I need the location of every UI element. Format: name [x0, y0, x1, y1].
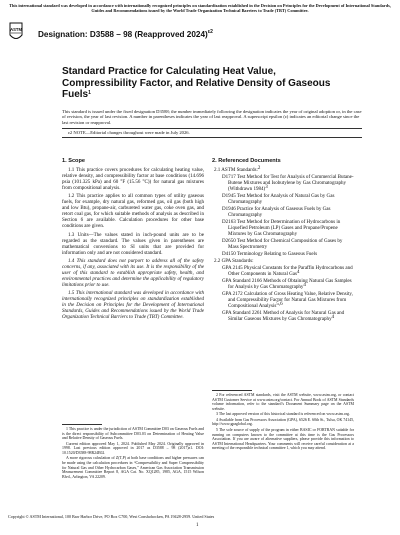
designation-label: Designation: D3588 – 98 (Reapproved 2024) [38, 30, 208, 39]
footnote-3: 3 The last approved version of this historical standard is referenced on www.astm.org. [216, 412, 350, 417]
section-scope-heading: 1. Scope [62, 158, 86, 164]
gpa-standards-heading: 2.2 GPA Standards: [214, 258, 254, 265]
reference-item [222, 219, 354, 237]
astm-logo [8, 21, 24, 44]
title-footnote-ref: 1 [88, 90, 91, 97]
designation-epsilon: ε2 [207, 29, 213, 35]
reference-code-link[interactable]: D2163 [222, 219, 236, 226]
svg-text:ASTM: ASTM [10, 27, 22, 32]
reference-title: Test Method for Determination of Hydrocarbons in Liquefied Petroleum (LP) Gases and Propane/Propene Mixtures by Gas Chromatography [228, 219, 341, 238]
reference-item [222, 193, 354, 205]
astm-standards-heading [214, 167, 354, 173]
reference-title: Methods of Obtaining Natural Gas Samples for Analysis by Gas Chromatography [228, 278, 352, 291]
page-number: 1 [196, 523, 199, 528]
reference-title: Method of Analysis for Natural Gas and Similar Gaseous Mixtures by Gas Chromatography [228, 310, 345, 323]
para-1-4: 1.4 This standard does not purport to address all of the safety concerns, if any, associated with its use. It is the responsibility of the user of this standard to establish appropriate safety, health, and environmental practices and determine the applicability of regulatory limitations prior to use. [62, 257, 204, 288]
left-column [62, 158, 204, 322]
astm-standards-label: 2.1 ASTM Standards: [214, 167, 258, 174]
para-1-2: 1.2 This practice applies to all common types of utility gaseous fuels, for example, dry natural gas, reformed gas, oil gas (both high and low Btu), propane-air, carbureted water gas, coke oven gas, and retort coal gas, for which suitable methods of analysis as described in Section 6 are available. Calculation procedures for other base conditions are given. [62, 193, 204, 230]
reference-title: Test Method for Chemical Composition of Gases by Mass Spectrometry [228, 238, 343, 251]
reference-code-link[interactable]: GPA 2172 [222, 291, 243, 298]
issuance-text: This standard is issued under the fixed designation D3588; the number immediately following the designation indicates the year of original adoption or, in the case of revision, the year of last revision. A number in parentheses indicates the year of last reapproval. A superscript epsilon (ε) indicates an editorial change since the last revision or reapproval. [62, 109, 362, 125]
reference-item [222, 251, 354, 257]
reference-title: Terminology Relating to Gaseous Fuels [236, 251, 318, 258]
para-1-5: 1.5 This international standard was developed in accordance with internationally recognized principles on standardization established in the Decision on Principles for the Development of International Standards, Guides and Recommendations issued by the World Trade Organization Technical Barriers to Trade (TBT) Committee. [62, 290, 204, 321]
reference-code-link[interactable]: D2650 [222, 238, 236, 245]
right-column [212, 158, 354, 323]
reference-code-link[interactable]: GPA Standard 2261 [222, 310, 262, 317]
reference-item [222, 278, 354, 290]
reference-title: Calculation of Gross Heating Value, Relative Density, and Compressibility Factor for Natural Gas Mixtures from Compositional Analysis [228, 291, 353, 310]
footnote-4: 4 Available from Gas Processors Association (GPA), 6526 E. 60th St., Tulsa, OK 74145, http://www.gpaglobal.org. [212, 417, 354, 427]
footnote-aga: A more rigorous calculation of Z(T,P) at both base conditions and higher pressures can be made using the calculation procedures in “Compressibility and Super Compressibility for Natural Gas and Other Hydrocarbon Gases,” American Gas Association Transmission Measurement Committee Report 8, AGA Cat. No. XQ1285, 1985, AGA, 1515 Wilson Blvd., Arlington, VA 22209. [62, 456, 204, 479]
footnote-divider-right [212, 390, 252, 391]
right-footnotes [212, 390, 354, 452]
reference-code-link[interactable]: D1946 [222, 206, 236, 213]
reference-title: Physical Constants for the Paraffin Hydrocarbons and Other Components in Natural Gas [228, 265, 353, 278]
title-text: Standard Practice for Calculating Heat Value, Compressibility Factor, and Relative Density of Gaseous Fuels [62, 66, 331, 101]
footnote-divider [62, 424, 102, 425]
reference-footnote-ref: 4 [331, 315, 335, 321]
reference-footnote-ref: 5,6 [276, 302, 283, 308]
para-1-1: 1.1 This practice covers procedures for calculating heating value, relative density, and compressibility factor at base conditions (14.696 psia (101.325 kPa) and 60 °F (15.56 °C)) for natural gas mixtures from compositional analysis. [62, 167, 204, 192]
astm-logo-icon [8, 21, 24, 44]
reference-item [222, 310, 354, 322]
reference-title: Test Method for Test for Analysis of Commercial Butane-Butene Mixtures and Isobutylene by Gas Chromatography (Withdrawn 1984) [228, 174, 354, 193]
section-references-heading: 2. Referenced Documents [212, 158, 281, 164]
designation [38, 30, 213, 39]
reference-footnote-ref: 4 [296, 270, 300, 276]
footnote-2: 2 For referenced ASTM standards, visit the ASTM website, www.astm.org, or contact ASTM Customer Service at www.astm.org/contact. For Annual Book of ASTM Standards volume information, refer to the standard’s Document Summary page on the ASTM website. [212, 393, 354, 411]
editorial-note: ε2 NOTE—Editorial changes throughout were made in July 2026. [62, 128, 362, 137]
reference-item [222, 206, 354, 218]
tbt-principles-note: This international standard was developed in accordance with internationally recognized principles on standardization established in the Decision on Principles for the Development of International Standards, Guides and Recommendations issued by the World Trade Organization Technical Barriers to Trade (TBT) Committee. [9, 3, 391, 13]
document-title [62, 66, 352, 101]
reference-footnote-ref: 4 [303, 283, 306, 289]
reference-item [222, 291, 354, 309]
astm-standards-sup: 2 [257, 166, 261, 172]
reference-code-link[interactable]: D1717 [222, 174, 236, 181]
para-1-3: 1.3 Units—The values stated in inch-pound units are to be regarded as the standard. The values given in parentheses are mathematical conversions to SI units that are provided for information only and are not considered standard. [62, 231, 204, 256]
reference-code-link[interactable]: D1945 [222, 193, 236, 200]
reference-item [222, 265, 354, 277]
issuance-notice [62, 109, 362, 138]
copyright-footer: Copyright © ASTM International, 100 Barr Harbor Drive, PO Box C700, West Conshohocken, PA 19428-2959. United States [8, 514, 215, 519]
left-footnotes [62, 424, 204, 480]
footnote-1: 1 This practice is under the jurisdiction of ASTM Committee D03 on Gaseous Fuels and is the direct responsibility of Subcommittee D03.03 on Determination of Heating Value and Relative Density of Gaseous Fuels. [62, 427, 204, 441]
reference-code-link[interactable]: GPA 2145 [222, 265, 243, 272]
reference-footnote-ref: 3 [265, 185, 268, 191]
reference-title: Practice for Analysis of Gaseous Fuels by Gas Chromatography [228, 206, 331, 219]
footnote-edition: Current edition approved May 1, 2024. Published May 2024. Originally approved in 1998. Last previous edition approved in 2017 as D3588 – 98 (2017)ε1. DOI: 10.1520/D3588-98R24E02. [62, 441, 204, 455]
reference-code-link[interactable]: D4150 [222, 251, 236, 258]
footnote-5: 5 The sole source of supply of the program in either BASIC or FORTRAN suitable for running on computers known to the committee at this time is the Gas Processors Association. If you are aware of alternative suppliers, please provide this information to ASTM International Headquarters. Your comments will receive careful consideration at a meeting of the responsible technical committee 1, which you may attend. [212, 428, 354, 451]
reference-item [222, 238, 354, 250]
reference-item [222, 174, 354, 192]
reference-code-link[interactable]: GPA Standard 2166 [222, 278, 262, 285]
reference-title: Test Method for Analysis of Natural Gas by Gas Chromatography [228, 193, 335, 206]
